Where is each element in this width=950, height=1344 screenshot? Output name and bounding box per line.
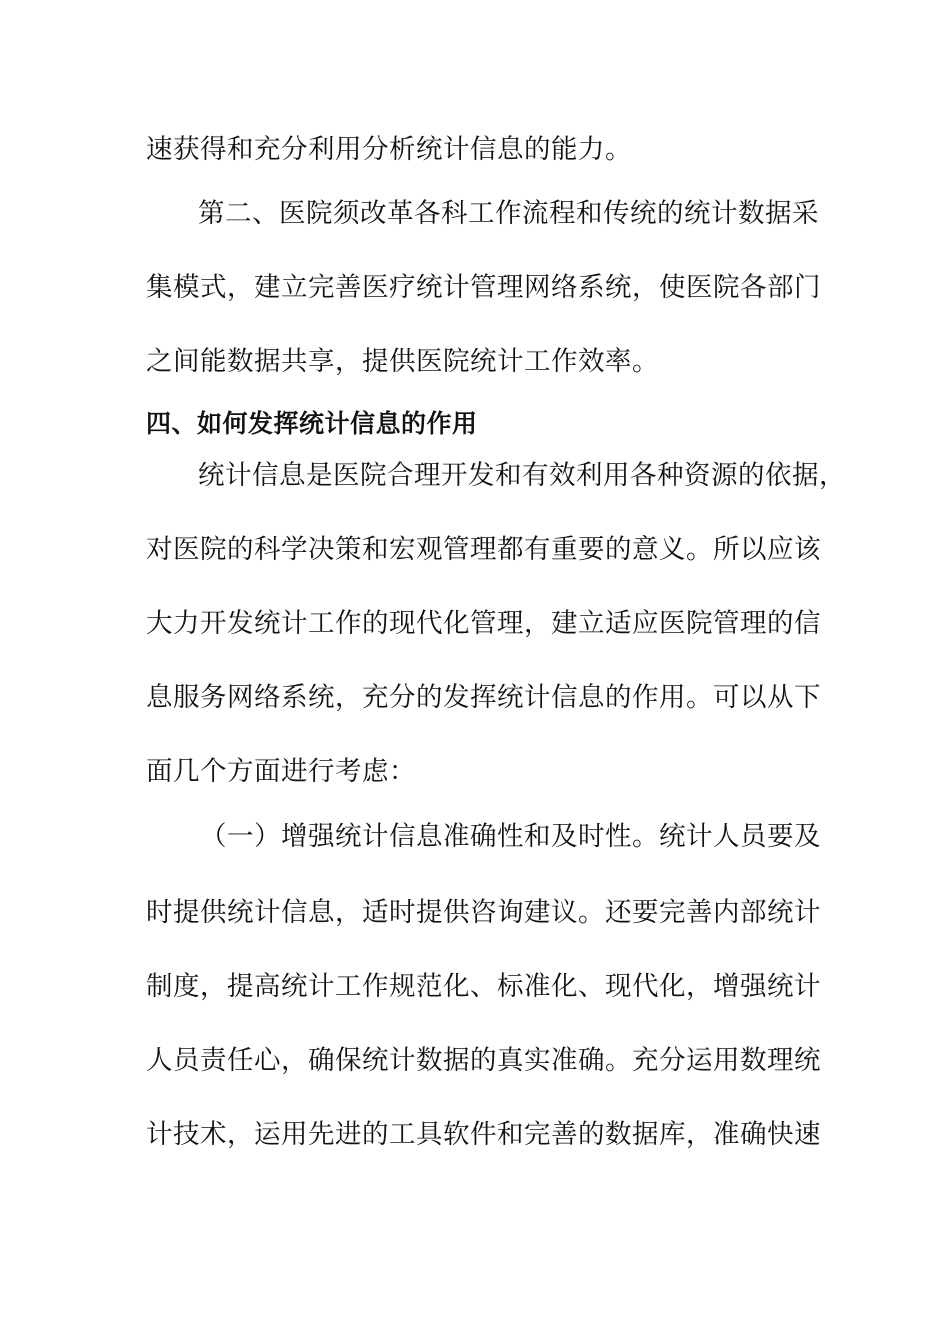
paragraph-line: 时提供统计信息，适时提供咨询建议。还要完善内部统计 [146, 897, 821, 928]
paragraph-line: 速获得和充分利用分析统计信息的能力。 [146, 134, 632, 165]
paragraph-line: 之间能数据共享，提供医院统计工作效率。 [146, 346, 659, 377]
paragraph-line: 制度，提高统计工作规范化、标准化、现代化，增强统计 [146, 971, 821, 1002]
section-heading: 四、如何发挥统计信息的作用 [146, 409, 478, 438]
paragraph-line: 统计信息是医院合理开发和有效利用各种资源的依据， [198, 460, 846, 491]
paragraph-line: 对医院的科学决策和宏观管理都有重要的意义。所以应该 [146, 534, 821, 565]
paragraph-line: 集模式，建立完善医疗统计管理网络系统，使医院各部门 [146, 272, 821, 303]
paragraph-line: （一）增强统计信息准确性和及时性。统计人员要及 [200, 821, 821, 852]
paragraph-line: 第二、医院须改革各科工作流程和传统的统计数据采 [198, 198, 819, 229]
paragraph-line: 计技术，运用先进的工具软件和完善的数据库，准确快速 [146, 1119, 821, 1150]
paragraph-line: 息服务网络系统，充分的发挥统计信息的作用。可以从下 [146, 682, 821, 713]
paragraph-line: 人员责任心，确保统计数据的真实准确。充分运用数理统 [146, 1045, 821, 1076]
paragraph-line: 大力开发统计工作的现代化管理，建立适应医院管理的信 [146, 608, 821, 639]
paragraph-line: 面几个方面进行考虑： [146, 756, 416, 787]
